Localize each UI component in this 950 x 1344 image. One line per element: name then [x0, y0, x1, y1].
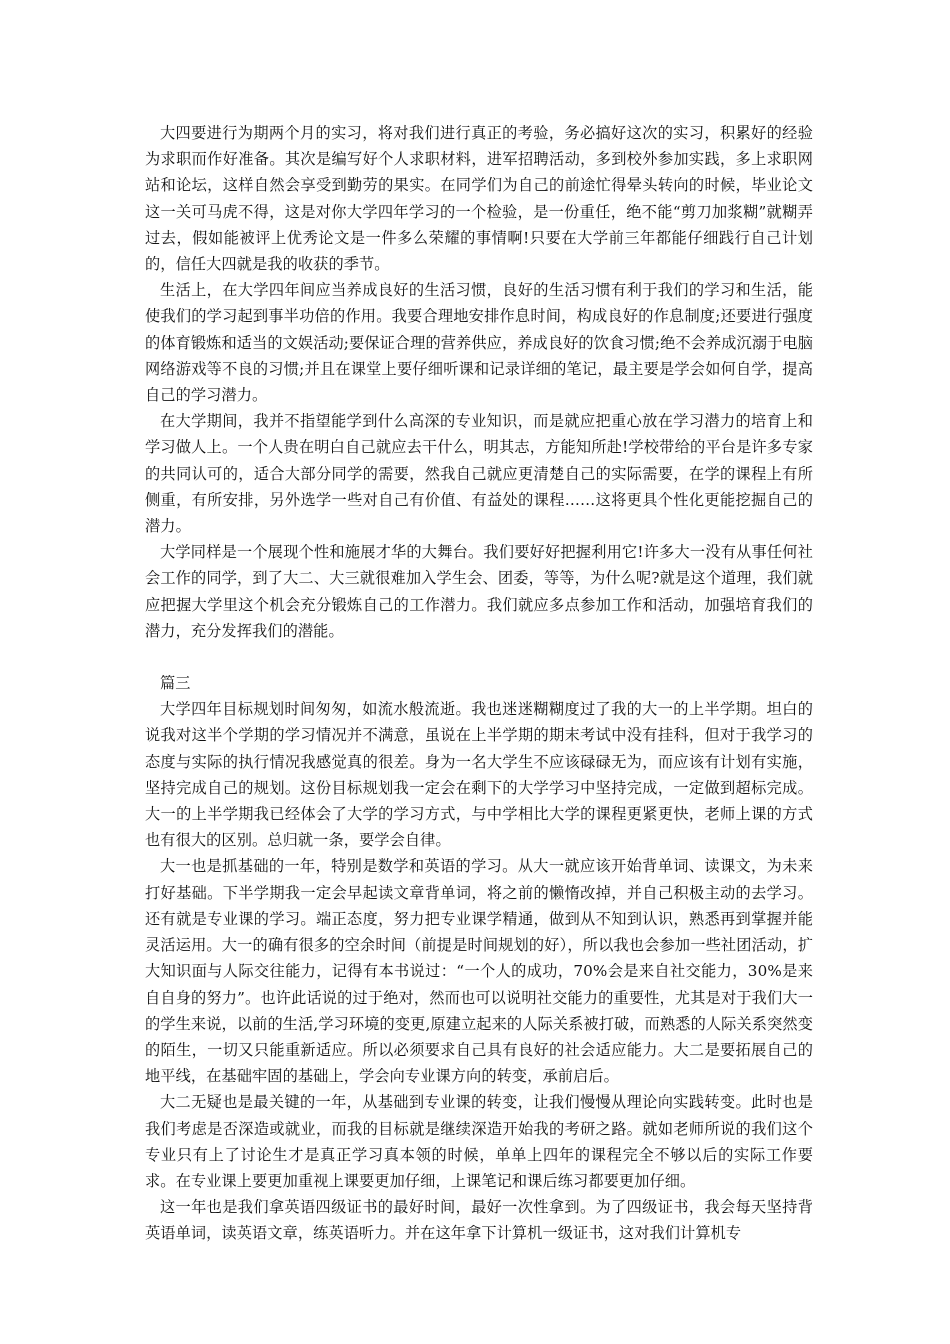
section-spacer	[145, 644, 813, 670]
paragraph: 大学同样是一个展现个性和施展才华的大舞台。我们要好好把握利用它!许多大一没有从事任何社会工作的同学，到了大二、大三就很难加入学生会、团委，等等，为什么呢?就是这个道理，我们就应把握大学里这个机会充分锻炼自己的工作潜力。我们就应多点参加工作和活动，加强培育我们的潜力，充分发挥我们的潜能。	[145, 543, 813, 640]
section-heading: 篇三	[160, 674, 191, 693]
paragraph: 大学四年目标规划时间匆匆，如流水般流逝。我也迷迷糊糊度过了我的大一的上半学期。坦白的说我对这半个学期的学习情况并不满意，虽说在上半学期的期末考试中没有挂科，但对于我学习的态度与实际的执行情况我感觉真的很差。身为一名大学生不应该碌碌无为，而应该有计划有实施，坚持完成自己的规划。这份目标规划我一定会在剩下的大学学习中坚持完成，一定做到超标完成。大一的上半学期我已经体会了大学的学习方式，与中学相比大学的课程更紧更快，老师上课的方式也有很大的区别。总归就一条，要学会自律。	[145, 700, 813, 850]
paragraph: 大二无疑也是最关键的一年，从基础到专业课的转变，让我们慢慢从理论向实践转变。此时也是我们考虑是否深造或就业，而我的目标就是继续深造开始我的考研之路。就如老师所说的我们这个专业只有上了讨论生才是真正学习真本领的时候，单单上四年的课程完全不够以后的实际工作要求。在专业课上要更加重视上课要更加仔细，上课笔记和课后练习都要更加仔细。	[145, 1093, 813, 1190]
paragraph: 大一也是抓基础的一年，特别是数学和英语的学习。从大一就应该开始背单词、读课文，为未来打好基础。下半学期我一定会早起读文章背单词，将之前的懒惰改掉，并自己积极主动的去学习。还有就是专业课的学习。端正态度，努力把专业课学精通，做到从不知到认识，熟悉再到掌握并能灵活运用。大一的确有很多的空余时间（前提是时间规划的好），所以我也会参加一些社团活动，扩大知识面与人际交往能力，记得有本书说过：“一个人的成功，70%会是来自社交能力，30%是来自自身的努力”。也许此话说的过于绝对，然而也可以说明社交能力的重要性，尤其是对于我们大一的学生来说，以前的生活,学习环境的变更,原建立起来的人际关系被打破，而熟悉的人际关系突然变的陌生，一切又只能重新适应。所以必须要求自己具有良好的社会适应能力。大二是要拓展自己的地平线，在基础牢固的基础上，学会向专业课方向的转变，承前启后。	[145, 857, 813, 1086]
paragraph: 在大学期间，我并不指望能学到什么高深的专业知识，而是就应把重心放在学习潜力的培育上和学习做人上。一个人贵在明白自己就应去干什么，明其志，方能知所赴!学校带给的平台是许多专家的共同认可的，适合大部分同学的需要，然我自己就应更清楚自己的实际需要，在学的课程上有所侧重，有所安排，另外选学一些对自己有价值、有益处的课程……这将更具个性化更能挖掘自己的潜力。	[145, 412, 813, 536]
paragraph: 大四要进行为期两个月的实习，将对我们进行真正的考验，务必搞好这次的实习，积累好的经验为求职而作好准备。其次是编写好个人求职材料，进军招聘活动，多到校外参加实践，多上求职网站和论坛，这样自然会享受到勤劳的果实。在同学们为自己的前途忙得晕头转向的时候，毕业论文这一关可马虎不得，这是对你大学四年学习的一个检验，是一份重任，绝不能“剪刀加浆糊”就糊弄过去，假如能被评上优秀论文是一件多么荣耀的事情啊!只要在大学前三年都能仔细践行自己计划的，信任大四就是我的收获的季节。	[145, 124, 813, 274]
paragraph: 生活上，在大学四年间应当养成良好的生活习惯，良好的生活习惯有利于我们的学习和生活，能使我们的学习起到事半功倍的作用。我要合理地安排作息时间，构成良好的作息制度;还要进行强度的体育锻炼和适当的文娱活动;要保证合理的营养供应，养成良好的饮食习惯;绝不会养成沉溺于电脑网络游戏等不良的习惯;并且在课堂上要仔细听课和记录详细的笔记，最主要是学会如何自学，提高自己的学习潜力。	[145, 281, 813, 405]
paragraph: 这一年也是我们拿英语四级证书的最好时间，最好一次性拿到。为了四级证书，我会每天坚持背英语单词，读英语文章，练英语听力。并在这年拿下计算机一级证书，这对我们计算机专	[145, 1198, 813, 1243]
document-body	[145, 120, 813, 1247]
